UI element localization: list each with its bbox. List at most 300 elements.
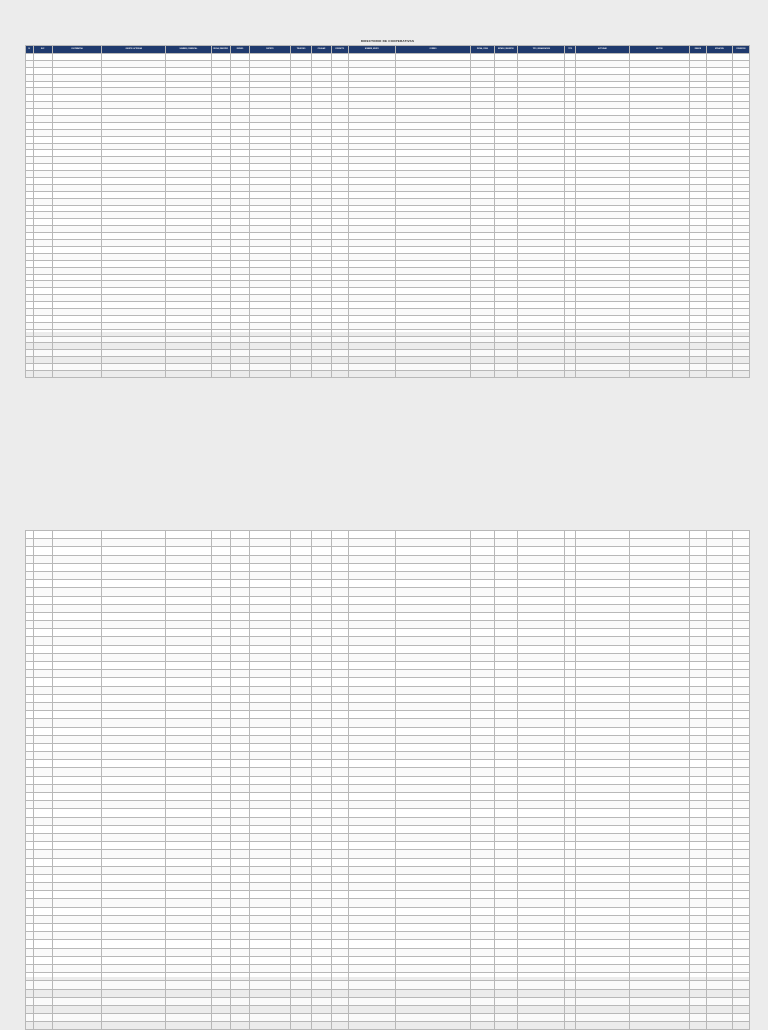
table-cell	[102, 883, 166, 891]
table-cell	[290, 1014, 311, 1022]
table-cell	[166, 102, 211, 109]
table-cell	[732, 555, 749, 563]
table-cell	[331, 531, 348, 539]
table-cell	[52, 184, 101, 191]
table-cell	[166, 686, 211, 694]
table-cell	[706, 866, 732, 874]
table-cell	[689, 102, 706, 109]
table-cell	[565, 129, 576, 136]
table-row	[26, 809, 750, 817]
table-cell	[230, 370, 249, 377]
table-cell	[52, 212, 101, 219]
table-cell	[518, 727, 565, 735]
table-cell	[52, 858, 101, 866]
table-cell	[26, 60, 34, 67]
table-cell	[395, 191, 470, 198]
table-cell	[471, 336, 495, 343]
table-cell	[629, 295, 689, 302]
table-cell	[52, 219, 101, 226]
table-cell	[312, 1022, 331, 1030]
table-cell	[290, 129, 311, 136]
table-cell	[250, 212, 291, 219]
table-cell	[395, 719, 470, 727]
table-cell	[732, 184, 749, 191]
table-cell	[102, 752, 166, 760]
table-cell	[395, 102, 470, 109]
table-cell	[52, 350, 101, 357]
table-cell	[230, 596, 249, 604]
table-row	[26, 743, 750, 751]
table-cell	[629, 178, 689, 185]
table-row	[26, 81, 750, 88]
table-cell	[211, 604, 230, 612]
table-cell	[211, 357, 230, 364]
table-cell	[732, 874, 749, 882]
table-cell	[471, 253, 495, 260]
table-cell	[290, 212, 311, 219]
table-cell	[518, 1022, 565, 1030]
table-cell	[26, 157, 34, 164]
table-cell	[732, 662, 749, 670]
table-cell	[33, 205, 52, 212]
table-cell	[250, 932, 291, 940]
table-row	[26, 274, 750, 281]
table-cell	[732, 205, 749, 212]
table-cell	[518, 948, 565, 956]
table-cell	[26, 645, 34, 653]
table-cell	[211, 793, 230, 801]
table-cell	[518, 784, 565, 792]
table-cell	[331, 621, 348, 629]
table-cell	[312, 956, 331, 964]
table-cell	[166, 226, 211, 233]
table-cell	[471, 240, 495, 247]
table-cell	[732, 143, 749, 150]
table-cell	[211, 907, 230, 915]
table-row	[26, 531, 750, 539]
table-cell	[33, 809, 52, 817]
table-cell	[166, 1005, 211, 1013]
table-cell	[230, 240, 249, 247]
table-cell	[211, 136, 230, 143]
table-cell	[494, 604, 518, 612]
table-cell	[706, 357, 732, 364]
table-cell	[565, 850, 576, 858]
table-cell	[732, 760, 749, 768]
table-cell	[494, 907, 518, 915]
table-cell	[348, 184, 395, 191]
table-cell	[312, 711, 331, 719]
table-cell	[518, 184, 565, 191]
table-cell	[706, 350, 732, 357]
table-cell	[518, 809, 565, 817]
table-cell	[565, 302, 576, 309]
table-cell	[732, 883, 749, 891]
table-cell	[26, 956, 34, 964]
table-cell	[395, 924, 470, 932]
table-cell	[565, 678, 576, 686]
table-cell	[250, 315, 291, 322]
table-cell	[230, 915, 249, 923]
table-cell	[166, 981, 211, 989]
table-cell	[395, 253, 470, 260]
table-cell	[348, 743, 395, 751]
table-cell	[629, 989, 689, 997]
table-cell	[290, 924, 311, 932]
table-cell	[211, 899, 230, 907]
table-cell	[312, 768, 331, 776]
table-cell	[471, 171, 495, 178]
table-cell	[395, 981, 470, 989]
table-cell	[26, 801, 34, 809]
table-cell	[52, 612, 101, 620]
table-cell	[348, 924, 395, 932]
table-cell	[312, 907, 331, 915]
table-cell	[290, 752, 311, 760]
table-cell	[211, 874, 230, 882]
table-cell	[689, 1014, 706, 1022]
table-cell	[395, 219, 470, 226]
table-cell	[348, 295, 395, 302]
table-cell	[52, 760, 101, 768]
table-cell	[331, 711, 348, 719]
table-cell	[629, 547, 689, 555]
table-cell	[494, 364, 518, 371]
table-cell	[250, 246, 291, 253]
column-header: TIPO	[565, 46, 576, 54]
table-cell	[26, 240, 34, 247]
table-cell	[33, 233, 52, 240]
table-cell	[706, 973, 732, 981]
table-cell	[471, 956, 495, 964]
table-cell	[706, 184, 732, 191]
table-cell	[629, 343, 689, 350]
table-cell	[230, 164, 249, 171]
table-cell	[689, 899, 706, 907]
table-cell	[576, 678, 630, 686]
table-cell	[576, 322, 630, 329]
table-cell	[312, 350, 331, 357]
table-cell	[102, 184, 166, 191]
table-cell	[576, 116, 630, 123]
table-cell	[395, 81, 470, 88]
table-cell	[494, 662, 518, 670]
table-cell	[348, 205, 395, 212]
table-cell	[102, 801, 166, 809]
table-cell	[52, 571, 101, 579]
table-cell	[348, 653, 395, 661]
table-cell	[689, 571, 706, 579]
table-cell	[395, 743, 470, 751]
table-cell	[290, 596, 311, 604]
table-cell	[312, 883, 331, 891]
table-cell	[331, 129, 348, 136]
column-header: SITUACION	[706, 46, 732, 54]
table-cell	[290, 973, 311, 981]
table-cell	[706, 157, 732, 164]
table-cell	[33, 164, 52, 171]
table-cell	[689, 274, 706, 281]
table-cell	[312, 198, 331, 205]
table-cell	[706, 842, 732, 850]
table-cell	[52, 907, 101, 915]
table-cell	[331, 833, 348, 841]
table-cell	[518, 621, 565, 629]
table-cell	[33, 752, 52, 760]
table-cell	[518, 67, 565, 74]
table-cell	[689, 825, 706, 833]
column-header: FECHA_REGISTRO	[211, 46, 230, 54]
table-cell	[166, 907, 211, 915]
table-cell	[230, 67, 249, 74]
table-cell	[166, 662, 211, 670]
table-cell	[689, 629, 706, 637]
table-cell	[52, 370, 101, 377]
table-cell	[732, 102, 749, 109]
table-cell	[166, 260, 211, 267]
table-cell	[211, 924, 230, 932]
table-cell	[331, 580, 348, 588]
table-cell	[348, 866, 395, 874]
table-cell	[732, 308, 749, 315]
table-cell	[33, 116, 52, 123]
table-cell	[395, 833, 470, 841]
table-cell	[471, 964, 495, 972]
table-cell	[312, 184, 331, 191]
table-cell	[565, 184, 576, 191]
table-row	[26, 226, 750, 233]
table-cell	[629, 940, 689, 948]
table-cell	[290, 653, 311, 661]
table-cell	[732, 370, 749, 377]
table-cell	[166, 555, 211, 563]
table-cell	[52, 233, 101, 240]
table-cell	[629, 109, 689, 116]
table-cell	[494, 1022, 518, 1030]
table-cell	[250, 88, 291, 95]
table-row	[26, 370, 750, 377]
table-cell	[290, 801, 311, 809]
table-cell	[494, 60, 518, 67]
table-cell	[52, 964, 101, 972]
table-cell	[395, 1005, 470, 1013]
table-cell	[211, 948, 230, 956]
table-cell	[494, 645, 518, 653]
table-cell	[211, 973, 230, 981]
table-cell	[518, 702, 565, 710]
table-cell	[230, 571, 249, 579]
table-cell	[331, 191, 348, 198]
table-cell	[629, 997, 689, 1005]
table-row	[26, 842, 750, 850]
table-cell	[348, 539, 395, 547]
table-cell	[102, 205, 166, 212]
table-cell	[211, 776, 230, 784]
table-cell	[471, 793, 495, 801]
table-cell	[312, 801, 331, 809]
table-cell	[166, 67, 211, 74]
table-cell	[348, 164, 395, 171]
table-row	[26, 907, 750, 915]
table-cell	[26, 191, 34, 198]
table-cell	[689, 874, 706, 882]
table-cell	[33, 694, 52, 702]
table-cell	[494, 547, 518, 555]
table-cell	[52, 874, 101, 882]
table-cell	[312, 645, 331, 653]
table-cell	[230, 678, 249, 686]
table-cell	[52, 60, 101, 67]
table-cell	[706, 547, 732, 555]
table-cell	[290, 768, 311, 776]
table-row	[26, 67, 750, 74]
table-cell	[494, 531, 518, 539]
table-cell	[576, 1005, 630, 1013]
table-cell	[471, 88, 495, 95]
table-cell	[331, 88, 348, 95]
table-cell	[230, 727, 249, 735]
table-cell	[518, 531, 565, 539]
table-cell	[166, 531, 211, 539]
table-row	[26, 60, 750, 67]
table-cell	[576, 891, 630, 899]
table-cell	[230, 793, 249, 801]
table-cell	[518, 997, 565, 1005]
table-cell	[211, 150, 230, 157]
table-cell	[471, 1005, 495, 1013]
table-cell	[629, 907, 689, 915]
table-cell	[576, 964, 630, 972]
table-cell	[565, 74, 576, 81]
table-cell	[518, 891, 565, 899]
table-cell	[629, 322, 689, 329]
table-cell	[732, 997, 749, 1005]
table-cell	[331, 637, 348, 645]
table-row	[26, 924, 750, 932]
table-cell	[102, 233, 166, 240]
table-cell	[33, 743, 52, 751]
table-cell	[471, 621, 495, 629]
table-cell	[290, 817, 311, 825]
table-cell	[518, 801, 565, 809]
table-cell	[102, 253, 166, 260]
table-cell	[230, 246, 249, 253]
table-cell	[250, 809, 291, 817]
table-cell	[211, 571, 230, 579]
table-row	[26, 653, 750, 661]
table-cell	[52, 357, 101, 364]
table-cell	[211, 719, 230, 727]
table-cell	[706, 588, 732, 596]
table-cell	[102, 555, 166, 563]
table-cell	[732, 281, 749, 288]
table-cell	[395, 67, 470, 74]
table-cell	[732, 274, 749, 281]
table-cell	[331, 336, 348, 343]
table-cell	[348, 240, 395, 247]
table-cell	[26, 629, 34, 637]
table-cell	[689, 940, 706, 948]
column-header: N°	[26, 46, 34, 54]
table-cell	[494, 678, 518, 686]
table-cell	[312, 973, 331, 981]
table-cell	[312, 67, 331, 74]
table-cell	[629, 645, 689, 653]
table-cell	[52, 711, 101, 719]
table-cell	[52, 850, 101, 858]
table-cell	[629, 60, 689, 67]
table-row	[26, 776, 750, 784]
table-cell	[312, 109, 331, 116]
table-cell	[732, 246, 749, 253]
table-cell	[348, 915, 395, 923]
table-cell	[395, 645, 470, 653]
table-cell	[395, 302, 470, 309]
table-cell	[494, 267, 518, 274]
column-header: TIPO_ORGANIZACION	[518, 46, 565, 54]
table-cell	[52, 157, 101, 164]
table-cell	[732, 735, 749, 743]
table-cell	[33, 67, 52, 74]
table-cell	[211, 670, 230, 678]
table-cell	[331, 308, 348, 315]
table-cell	[518, 637, 565, 645]
table-row	[26, 253, 750, 260]
table-cell	[732, 711, 749, 719]
table-cell	[689, 281, 706, 288]
table-cell	[102, 295, 166, 302]
table-cell	[348, 784, 395, 792]
table-cell	[494, 899, 518, 907]
table-cell	[52, 924, 101, 932]
table-cell	[576, 129, 630, 136]
table-cell	[102, 539, 166, 547]
table-cell	[576, 899, 630, 907]
table-cell	[629, 246, 689, 253]
table-cell	[52, 191, 101, 198]
table-cell	[250, 629, 291, 637]
table-cell	[706, 336, 732, 343]
table-cell	[518, 343, 565, 350]
table-cell	[565, 874, 576, 882]
table-cell	[52, 735, 101, 743]
table-cell	[312, 580, 331, 588]
table-cell	[250, 288, 291, 295]
table-cell	[52, 547, 101, 555]
table-row	[26, 350, 750, 357]
table-cell	[471, 580, 495, 588]
table-cell	[395, 874, 470, 882]
table-cell	[102, 915, 166, 923]
table-cell	[230, 743, 249, 751]
table-cell	[312, 793, 331, 801]
table-cell	[26, 833, 34, 841]
table-cell	[52, 989, 101, 997]
table-cell	[250, 874, 291, 882]
table-cell	[290, 157, 311, 164]
table-cell	[102, 686, 166, 694]
table-cell	[494, 350, 518, 357]
table-cell	[518, 571, 565, 579]
table-cell	[629, 315, 689, 322]
table-cell	[312, 948, 331, 956]
table-cell	[689, 260, 706, 267]
table-cell	[348, 596, 395, 604]
table-cell	[331, 858, 348, 866]
table-cell	[230, 122, 249, 129]
table-cell	[576, 74, 630, 81]
table-cell	[52, 67, 101, 74]
